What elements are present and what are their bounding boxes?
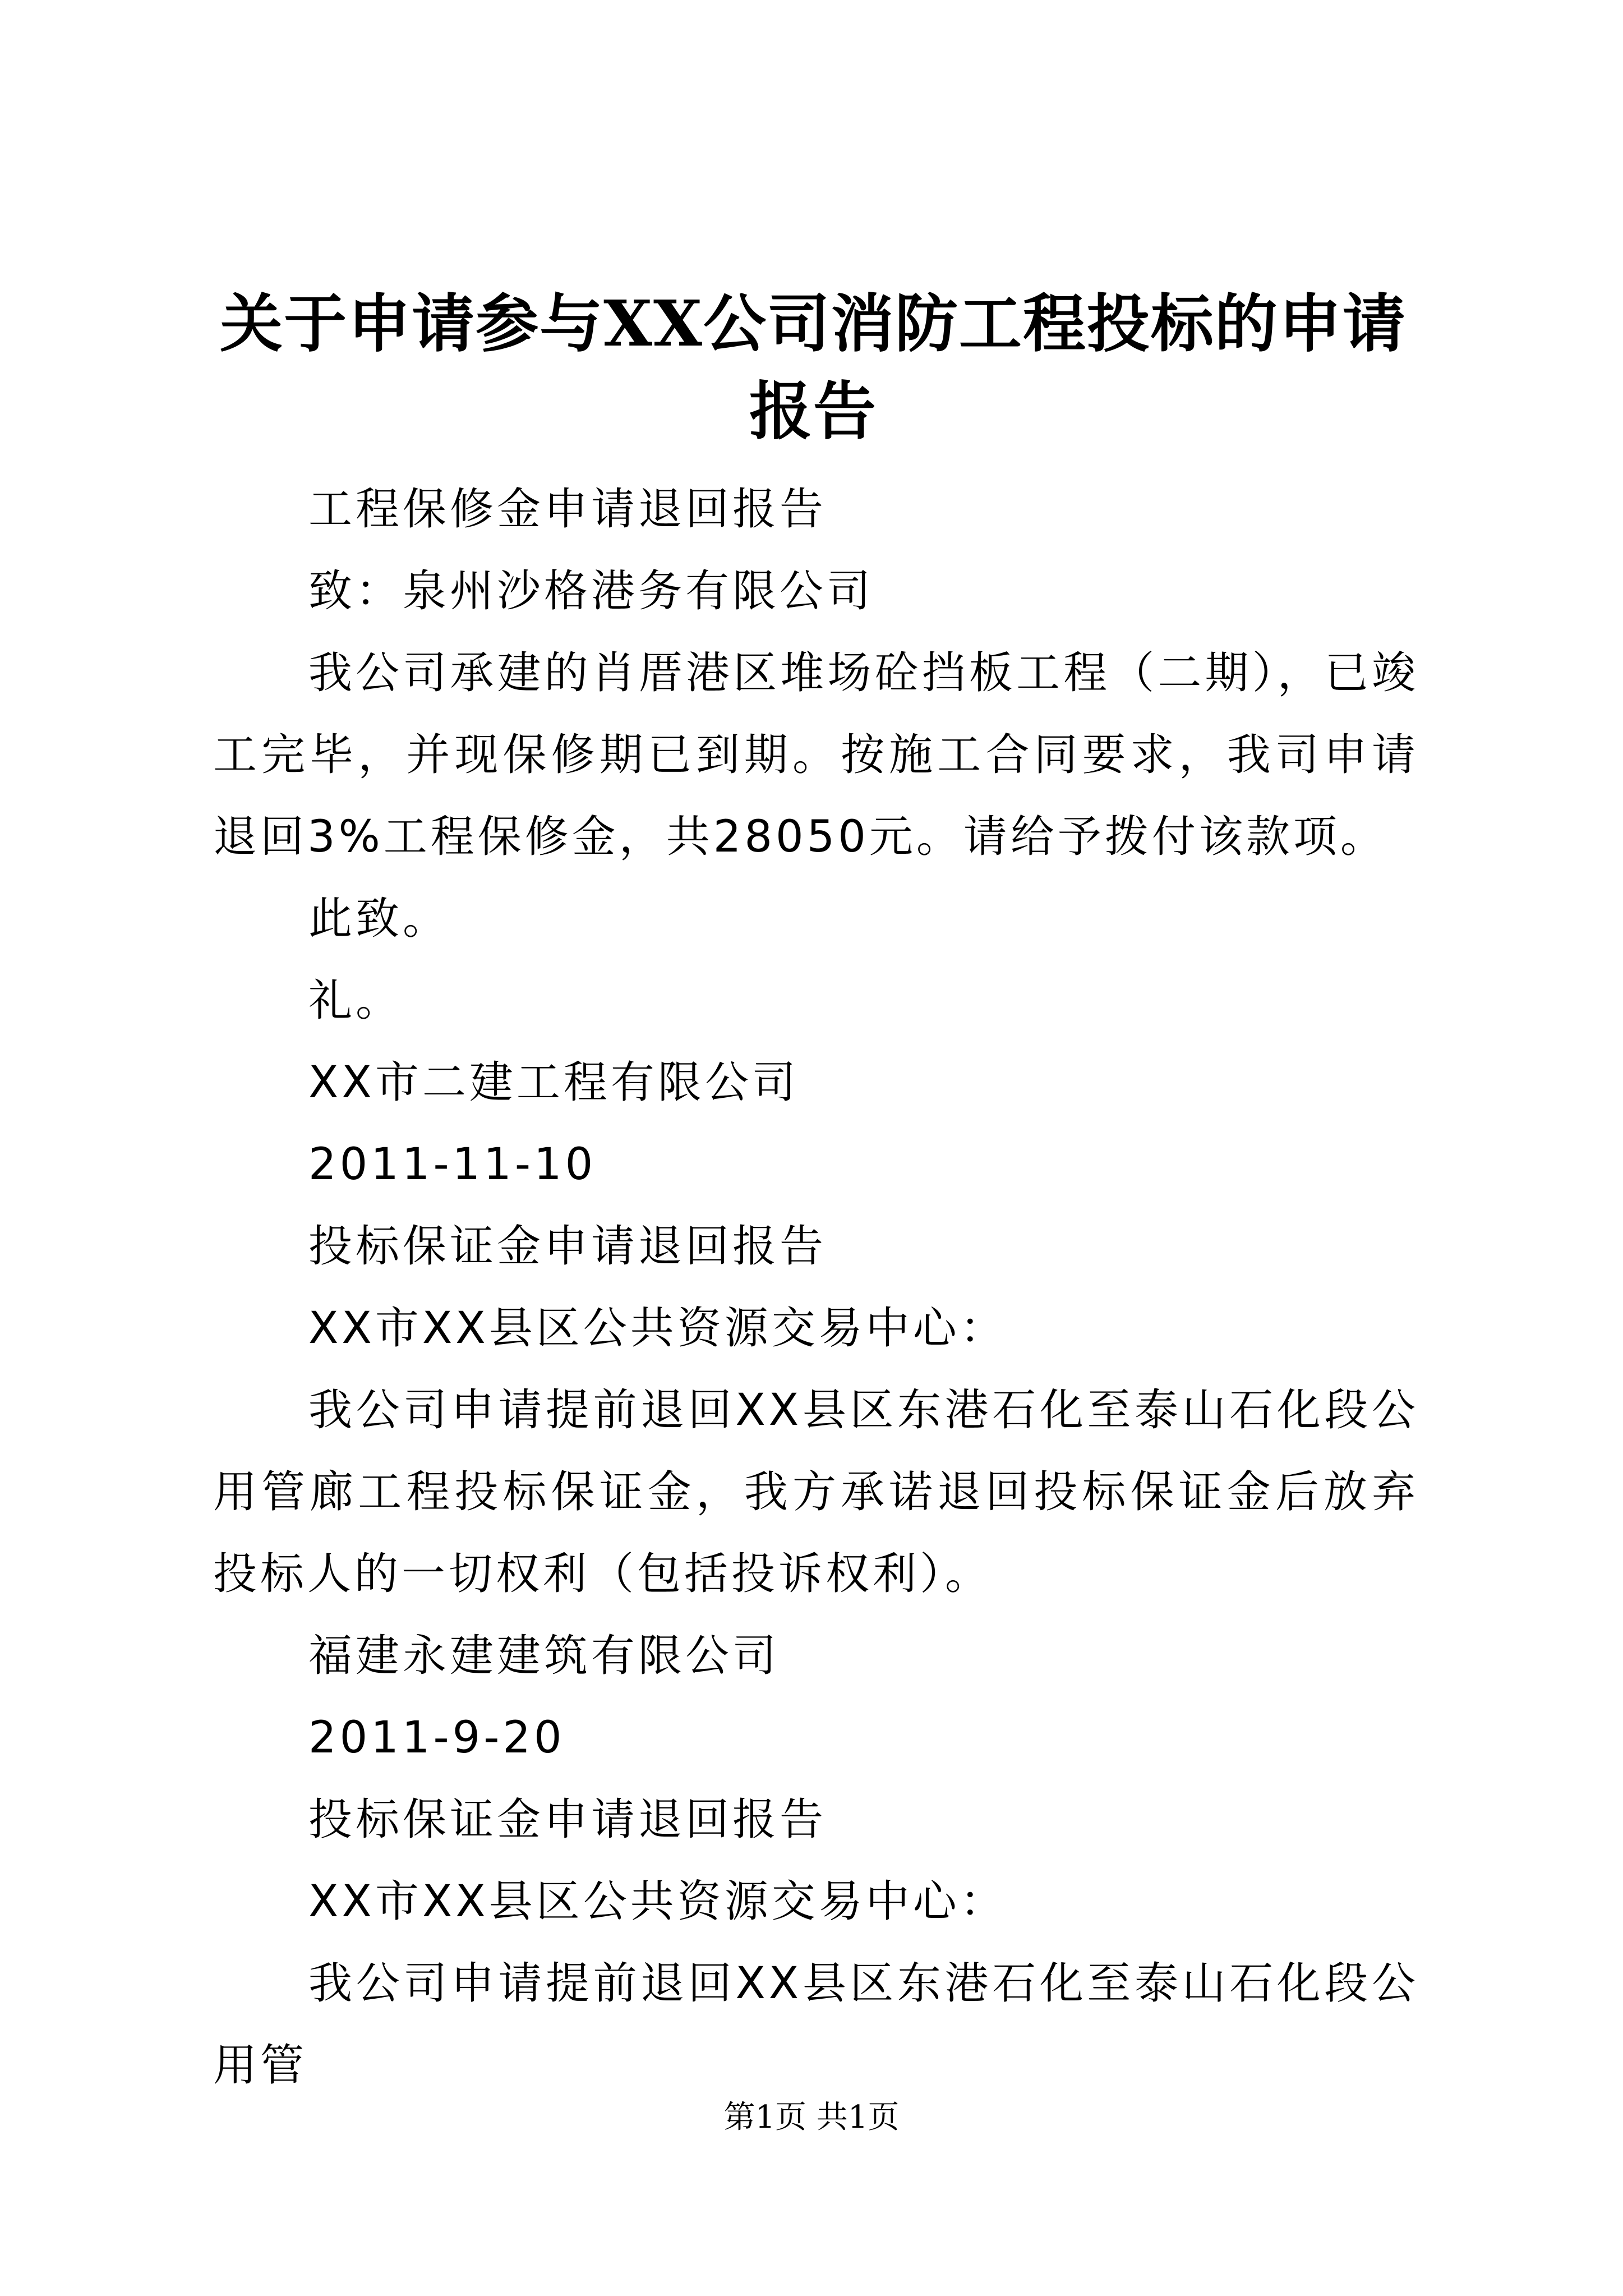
paragraph-2: 致：泉州沙格港务有限公司 <box>308 566 874 616</box>
paragraph-1: 工程保修金申请退回报告 <box>308 484 827 535</box>
paragraph-4: 此致。 <box>308 894 450 944</box>
paragraph-3: 我公司承建的肖厝港区堆场砼挡板工程（二期），已竣工完毕，并现保修期已到期。按施工合同要求，我司申请退回3%工程保修金，共28050元。请给予拨付该款项。 <box>213 648 1419 862</box>
paragraph-12: 2011-9-20 <box>308 1713 565 1763</box>
paragraph-5: 礼。 <box>308 976 403 1026</box>
paragraph-15: 我公司申请提前退回XX县区东港石化至泰山石化段公用管 <box>213 1958 1419 2091</box>
paragraph-6: XX市二建工程有限公司 <box>308 1057 799 1108</box>
paragraph-7: 2011-11-10 <box>308 1139 597 1190</box>
document-body <box>213 468 1419 2106</box>
paragraph-9: XX市XX县区公共资源交易中心： <box>308 1303 1007 1354</box>
page-footer: 第1页 共1页 <box>723 2099 900 2136</box>
paragraph-10: 我公司申请提前退回XX县区东港石化至泰山石化段公用管廊工程投标保证金，我方承诺退回投标保证金后放弃投标人的一切权利（包括投诉权利）。 <box>213 1385 1419 1599</box>
paragraph-14: XX市XX县区公共资源交易中心： <box>308 1876 1007 1927</box>
paragraph-13: 投标保证金申请退回报告 <box>308 1795 827 1845</box>
document-title: 关于申请参与XX公司消防工程投标的申请报告 <box>220 287 1407 448</box>
paragraph-8: 投标保证金申请退回报告 <box>308 1221 827 1272</box>
paragraph-11: 福建永建建筑有限公司 <box>308 1631 780 1681</box>
